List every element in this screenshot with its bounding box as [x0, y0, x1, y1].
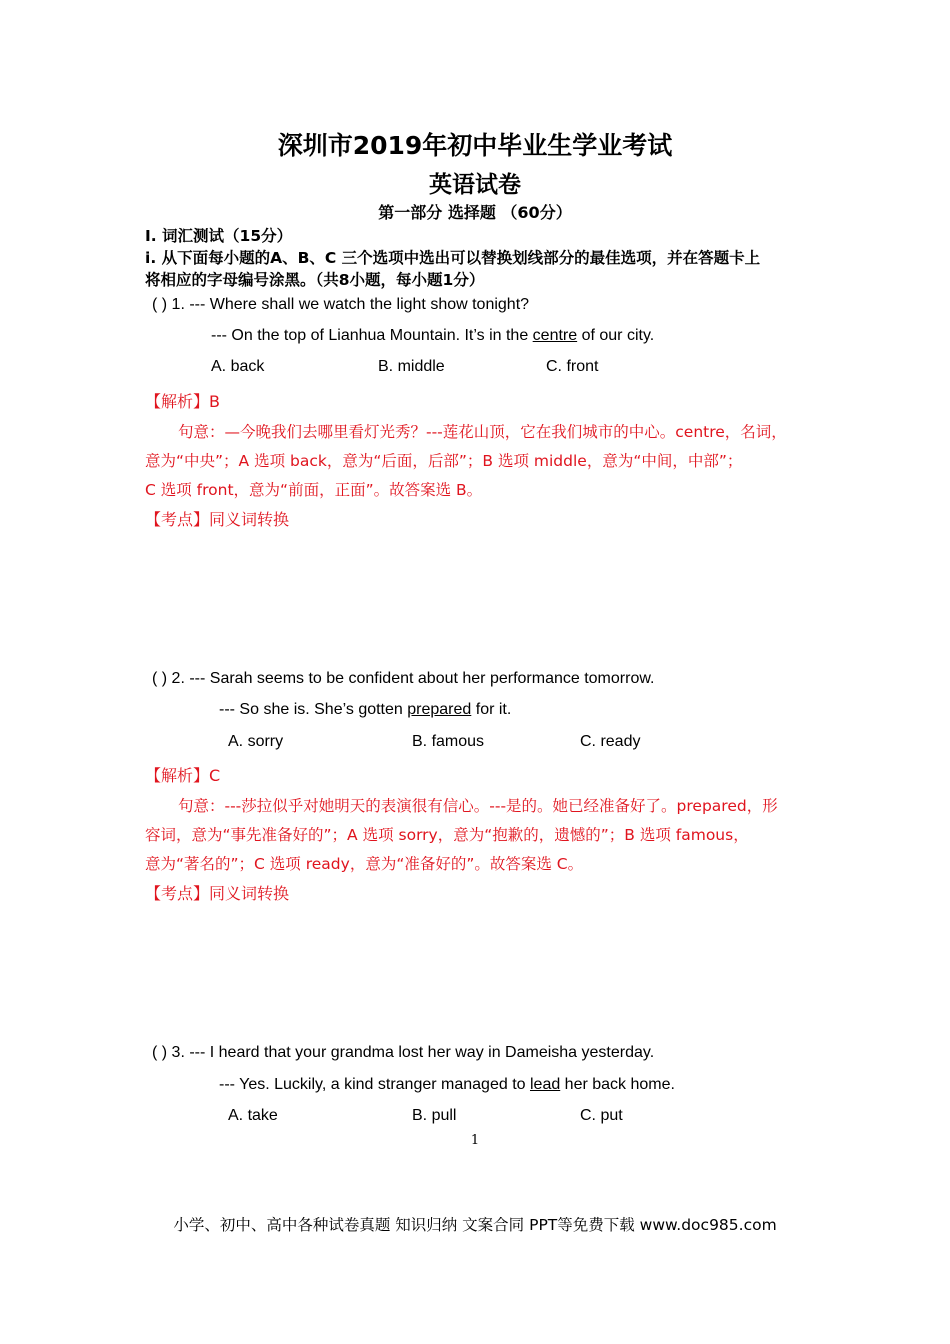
question-2-response-before: --- So she is. She’s gotten [219, 701, 408, 718]
question-1-option-c: C. front [546, 358, 599, 375]
question-1-explanation-line: 意为“中央”；A 选项 back，意为“后面，后部”；B 选项 middle，意为“中间，中部”； [145, 452, 743, 470]
question-1-response-before: --- On the top of Lianhua Mountain. It’s in the [211, 327, 533, 344]
question-3-underlined-word: lead [529, 1076, 561, 1093]
question-1-prompt: ( ) 1. --- Where shall we watch the light show tonight? [152, 296, 530, 313]
question-1-response-after: of our city. [577, 327, 655, 344]
question-3-response-after: her back home. [560, 1076, 675, 1093]
question-2-explanation-line: 句意：---莎拉似乎对她明天的表演很有信心。---是的。她已经准备好了。prepared，形 [178, 797, 778, 815]
question-2-underlined-word: prepared [407, 701, 472, 718]
question-2-response-after: for it. [471, 701, 512, 718]
question-1-option-a: A. back [211, 358, 265, 375]
instruction-line-2: 将相应的字母编号涂黑。（共8小题，每小题1分） [145, 271, 485, 289]
exam-title: 深圳市2019年初中毕业生学业考试 [277, 131, 673, 160]
question-1-point: 【考点】同义词转换 [145, 510, 290, 529]
question-3-option-c: C. put [580, 1107, 623, 1124]
exam-subtitle: 英语试卷 [429, 172, 521, 198]
question-3-option-a: A. take [228, 1107, 278, 1124]
question-1-explanation-line: C 选项 front，意为“前面，正面”。故答案选 B。 [145, 481, 483, 499]
question-1-answer: 【解析】B [145, 392, 220, 411]
question-1-response [211, 327, 654, 345]
question-2-response [219, 701, 511, 719]
page-number: 1 [470, 1133, 480, 1148]
section-heading: I. 词汇测试（15分） [145, 227, 293, 245]
question-3-response [219, 1076, 675, 1094]
question-2-explanation-line: 容词，意为“事先准备好的”；A 选项 sorry，意为“抱歉的，遗憾的”；B 选项 famous， [145, 826, 749, 844]
question-3-option-b: B. pull [412, 1107, 457, 1124]
instruction-line-1: i. 从下面每小题的A、B、C 三个选项中选出可以替换划线部分的最佳选项，并在答题卡上 [145, 249, 761, 267]
question-2-answer: 【解析】C [145, 766, 221, 785]
question-3-prompt: ( ) 3. --- I heard that your grandma lost her way in Dameisha yesterday. [152, 1044, 655, 1061]
question-2-option-b: B. famous [412, 733, 485, 750]
question-1-underlined-word: centre [532, 327, 578, 344]
question-1-option-b: B. middle [378, 358, 445, 375]
part-heading: 第一部分 选择题 （60分） [378, 203, 572, 222]
footer-banner[interactable]: 小学、初中、高中各种试卷真题 知识归纳 文案合同 PPT等免费下载 www.doc985.com [173, 1216, 777, 1234]
question-2-explanation-line: 意为“著名的”；C 选项 ready，意为“准备好的”。故答案选 C。 [145, 855, 584, 873]
question-2-prompt: ( ) 2. --- Sarah seems to be confident about her performance tomorrow. [152, 670, 655, 687]
question-2-option-c: C. ready [580, 733, 641, 750]
question-2-option-a: A. sorry [228, 733, 284, 750]
question-2-point: 【考点】同义词转换 [145, 884, 290, 903]
question-3-response-before: --- Yes. Luckily, a kind stranger managed to [219, 1076, 530, 1093]
question-1-explanation-line: 句意：—今晚我们去哪里看灯光秀？---莲花山顶，它在我们城市的中心。centre，名词， [178, 423, 787, 441]
